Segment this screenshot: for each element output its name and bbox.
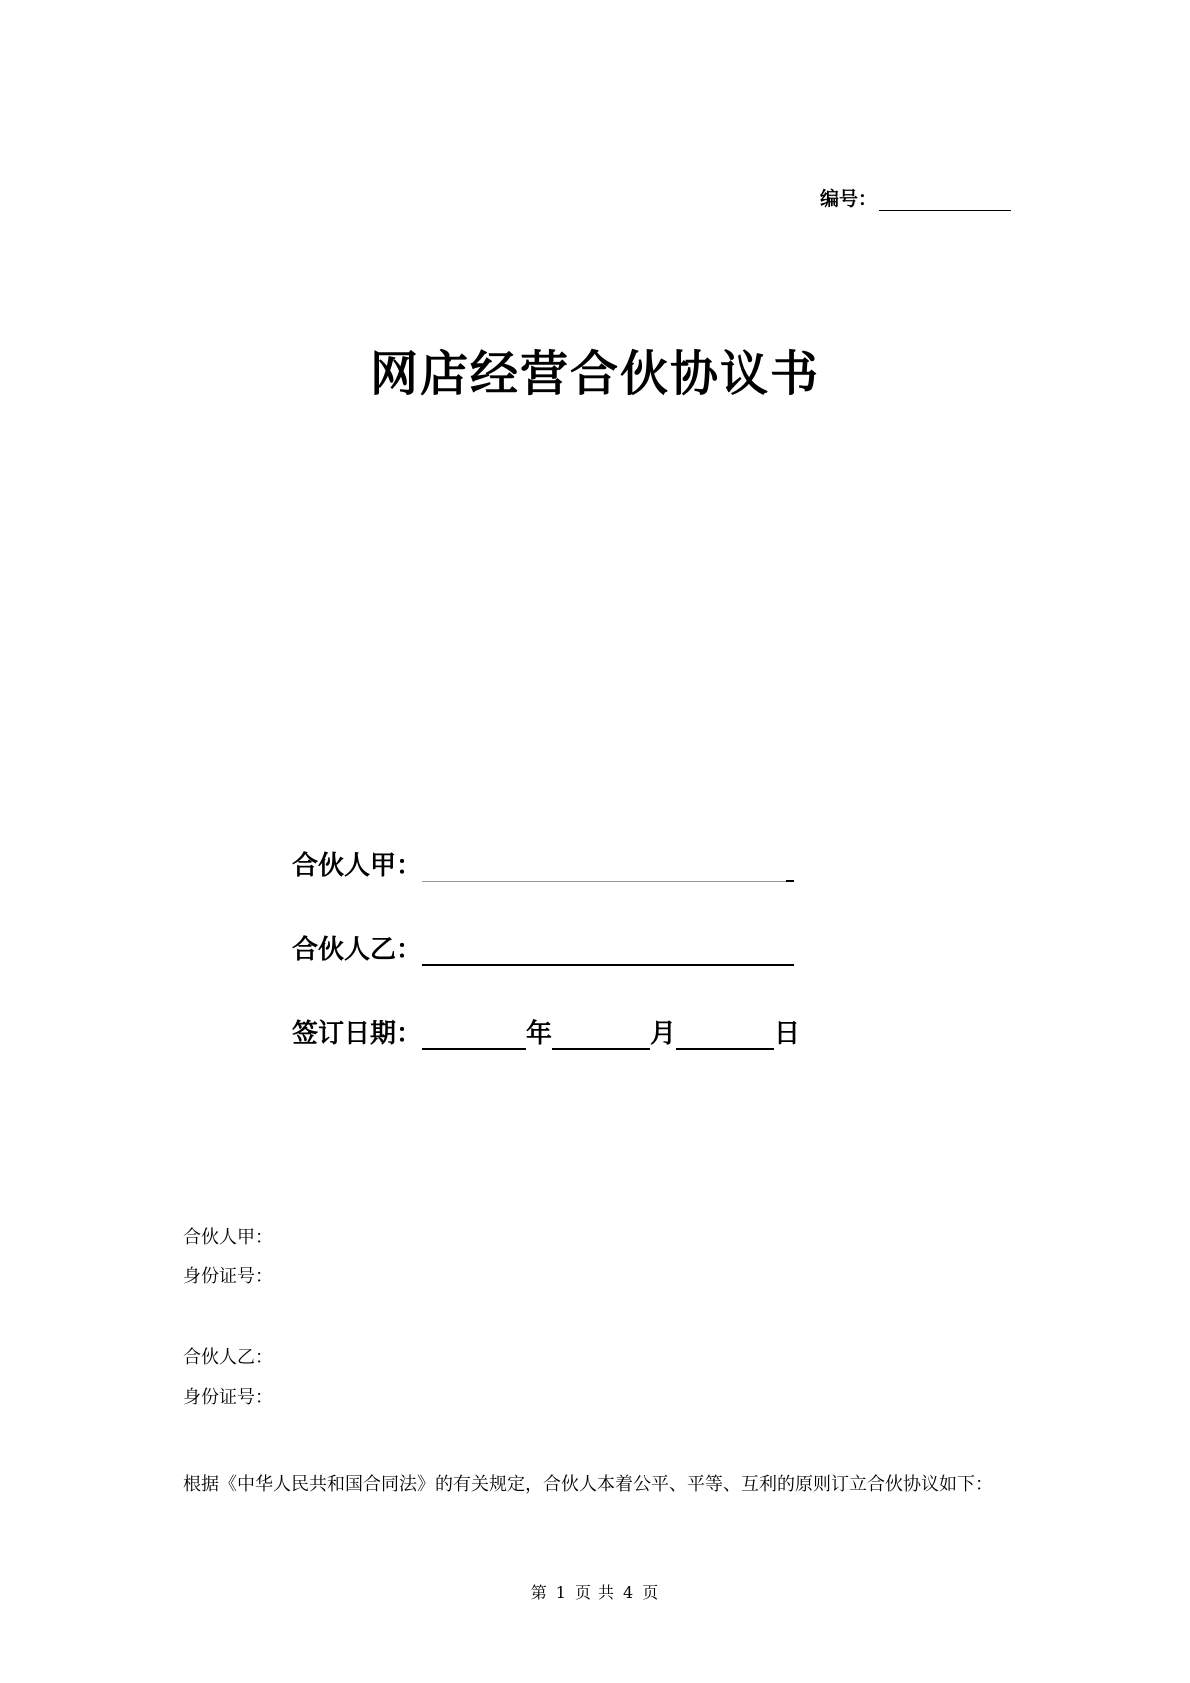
intro-paragraph: 根据《中华人民共和国合同法》的有关规定，合伙人本着公平、平等、互利的原则订立合伙协议如下：: [183, 1474, 993, 1495]
cover-partner-b-label: 合伙人乙：: [292, 935, 423, 965]
page-mid: 页 共: [574, 1583, 616, 1602]
cover-date-year-label: 年: [526, 1019, 553, 1049]
cover-partner-a-label: 合伙人甲：: [292, 851, 423, 881]
page-footer: [0, 1580, 1190, 1603]
cover-date-year-blank[interactable]: [422, 1018, 526, 1050]
cover-date-month-blank[interactable]: [552, 1018, 650, 1050]
cover-date-day-label: 日: [774, 1019, 801, 1049]
party-a-id-line: 身份证号：: [183, 1266, 273, 1287]
cover-partner-b-blank[interactable]: [422, 934, 794, 966]
serial-number: [820, 184, 1011, 211]
page-total: 4: [623, 1583, 635, 1602]
cover-date-row: [292, 1016, 800, 1050]
serial-number-label: 编号：: [820, 188, 878, 210]
party-b-id-line: 身份证号：: [183, 1387, 273, 1408]
cover-date-day-blank[interactable]: [676, 1018, 774, 1050]
cover-partner-a-blank[interactable]: [422, 851, 786, 882]
document-title: 网店经营合伙协议书: [369, 346, 820, 402]
cover-date-label: 签订日期：: [292, 1019, 423, 1049]
party-b-name-line: 合伙人乙：: [183, 1347, 273, 1368]
cover-partner-a-row: [292, 848, 794, 882]
party-a-name-line: 合伙人甲：: [183, 1227, 273, 1248]
page-suffix: 页: [642, 1583, 660, 1602]
page-number: 1: [555, 1583, 567, 1602]
serial-number-blank[interactable]: [879, 190, 1011, 211]
cover-date-month-label: 月: [650, 1019, 677, 1049]
page-prefix: 第: [530, 1583, 548, 1602]
cover-partner-b-row: [292, 932, 794, 966]
cover-partner-a-blank-end: [786, 850, 794, 882]
